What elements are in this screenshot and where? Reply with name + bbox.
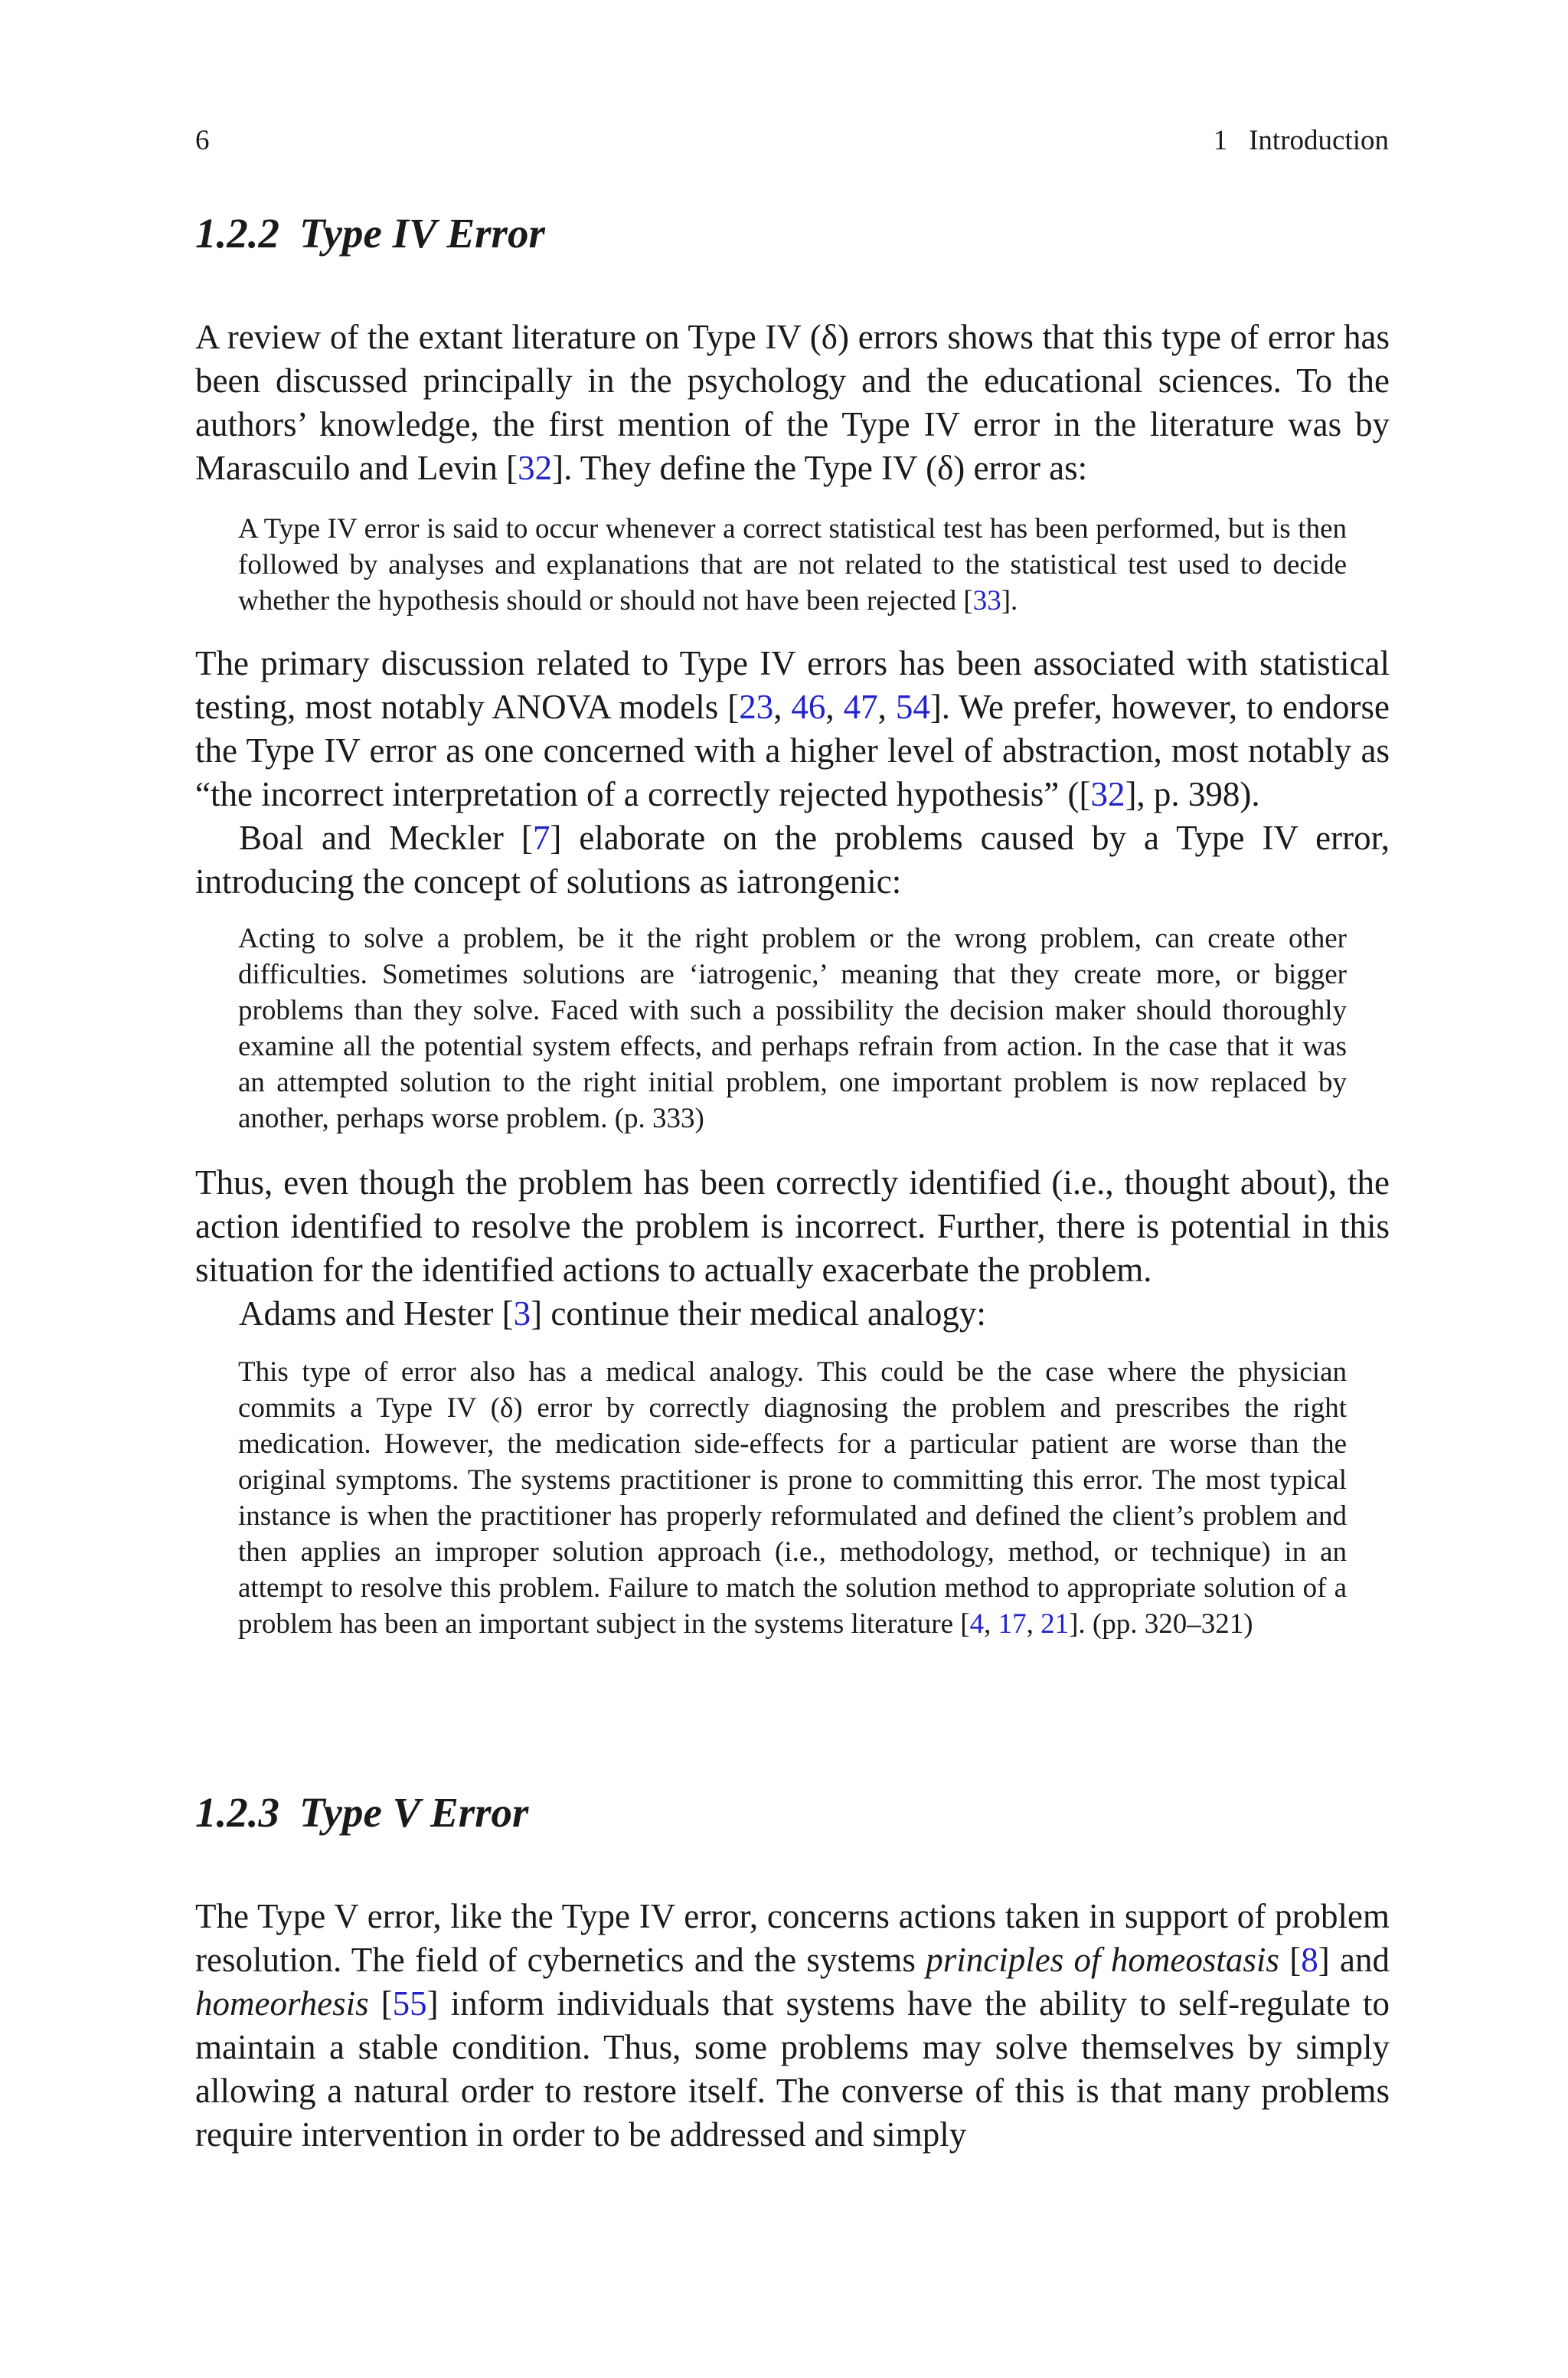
- citation-link[interactable]: 3: [513, 1294, 531, 1333]
- citation-link[interactable]: 21: [1040, 1608, 1070, 1640]
- text-run: ] inform individuals that systems have the ability to self-regulate to maintain a stable condition. Thus, some problems may solve themselves by simply allowing a natural order to restore itself. The converse of this is that many problems require intervention in order to be addressed and simply: [195, 1984, 1390, 2154]
- citation-link[interactable]: 47: [843, 688, 878, 726]
- text-run: The primary discussion related to Type IV errors has been associated with statistical testing, most notably ANOVA models [: [195, 644, 1390, 726]
- citation-link[interactable]: 4: [969, 1608, 985, 1640]
- italic-term: principles of homeostasis: [926, 1941, 1279, 1979]
- citation-link[interactable]: 8: [1301, 1941, 1318, 1979]
- citation-link[interactable]: 46: [791, 688, 826, 726]
- paragraph-anova-discussion: [195, 642, 1390, 816]
- separator: ,: [984, 1608, 998, 1640]
- page-number: 6: [195, 125, 210, 156]
- text-run: The Type V error, like the Type IV error, concerns actions taken in support of problem resolution. The field of cybernetics and the systems: [195, 1897, 1390, 1979]
- citation-link[interactable]: 54: [895, 688, 930, 726]
- section-title: Type V Error: [299, 1789, 529, 1836]
- text-run: ]. They define the Type IV (δ) error as:: [552, 449, 1088, 487]
- section-title: Type IV Error: [299, 210, 545, 257]
- section-heading-1-2-2: [195, 207, 545, 260]
- citation-link[interactable]: 7: [532, 819, 550, 857]
- text-run: ] continue their medical analogy:: [531, 1294, 986, 1333]
- block-quote-medical-analogy: [238, 1354, 1347, 1642]
- section-number: 1.2.3: [195, 1789, 279, 1836]
- text-run: [: [1279, 1941, 1302, 1979]
- running-header: [1214, 123, 1389, 159]
- citation-link[interactable]: 55: [392, 1984, 427, 2023]
- text-run: A Type IV error is said to occur whenever a correct statistical test has been performed, but is then followed by analyses and explanations that are not related to the statistical test used to decide whether the hypothesis should or should not have been rejected [: [238, 513, 1347, 617]
- text-run: A review of the extant literature on Type IV (δ) errors shows that this type of error has been discussed principally in the psychology and the educational sciences. To the authors’ knowledge, the first mention of the Type IV error in the literature was by Marascuilo and Levin [: [195, 318, 1390, 487]
- citation-link[interactable]: 23: [739, 688, 774, 726]
- text-run: ]. (pp. 320–321): [1069, 1608, 1253, 1640]
- separator: ,: [773, 688, 792, 726]
- text-run: ] and: [1318, 1941, 1390, 1979]
- text-run: ], p. 398).: [1125, 775, 1260, 813]
- chapter-number: 1: [1213, 125, 1228, 156]
- chapter-title: Introduction: [1249, 125, 1389, 156]
- text-run: ] elaborate on the problems caused by a Type IV error, introducing the concept of solutions as iatrongenic:: [195, 819, 1390, 901]
- paragraph-type-iv-intro: [195, 316, 1390, 490]
- citation-link[interactable]: 33: [972, 585, 1001, 617]
- paragraph-exacerbate: Thus, even though the problem has been correctly identified (i.e., thought about), the action identified to resolve the problem is incorrect. Further, there is potential in this situation for the identified actions to actually exacerbate the problem.: [195, 1163, 1390, 1289]
- text-run: ]. We prefer, however, to endorse the Type IV error as one concerned with a higher level of abstraction, most notably as “the incorrect interpretation of a correctly rejected hypothesis” ([: [195, 688, 1390, 813]
- text-run: This type of error also has a medical analogy. This could be the case where the physician commits a Type IV (δ) error by correctly diagnosing the problem and prescribes the right medication. However, the medication side-effects for a particular patient are worse than the original symptoms. The systems practitioner is prone to committing this error. The most typical instance is when the practitioner has properly reformulated and defined the client’s problem and then applies an improper solution approach (i.e., methodology, method, or technique) in an attempt to resolve this problem. Failure to match the solution method to appropriate solution of a problem has been an important subject in the systems literature [: [238, 1356, 1347, 1640]
- citation-link[interactable]: 32: [518, 449, 553, 487]
- paragraph-adams-hester: [195, 1292, 1390, 1336]
- block-quote-marascuilo: [238, 511, 1347, 619]
- block-quote-iatrogenic: Acting to solve a problem, be it the right problem or the wrong problem, can create other difficulties. Sometimes solutions are ‘iatrogenic,’ meaning that they create more, or bigger problems than they solve. Faced with such a possibility the decision maker should thoroughly examine all the potential system effects, and perhaps refrain from action. In the case that it was an attempted solution to the right initial problem, one important problem is now replaced by another, perhaps worse problem. (p. 333): [238, 923, 1347, 1134]
- citation-link[interactable]: 32: [1090, 775, 1125, 813]
- text-run: ].: [1001, 585, 1018, 617]
- paragraph-type-v-intro: [195, 1895, 1390, 2157]
- text-run: Boal and Meckler [: [239, 819, 533, 857]
- text-run: [: [368, 1984, 393, 2023]
- italic-term: homeorhesis: [195, 1984, 369, 2023]
- separator: ,: [877, 688, 896, 726]
- section-number: 1.2.2: [195, 210, 279, 257]
- text-run: Adams and Hester [: [239, 1294, 514, 1333]
- citation-link[interactable]: 17: [998, 1608, 1027, 1640]
- paragraph-boal-meckler: [195, 816, 1390, 904]
- separator: ,: [825, 688, 844, 726]
- section-heading-1-2-3: [195, 1786, 528, 1840]
- separator: ,: [1026, 1608, 1041, 1640]
